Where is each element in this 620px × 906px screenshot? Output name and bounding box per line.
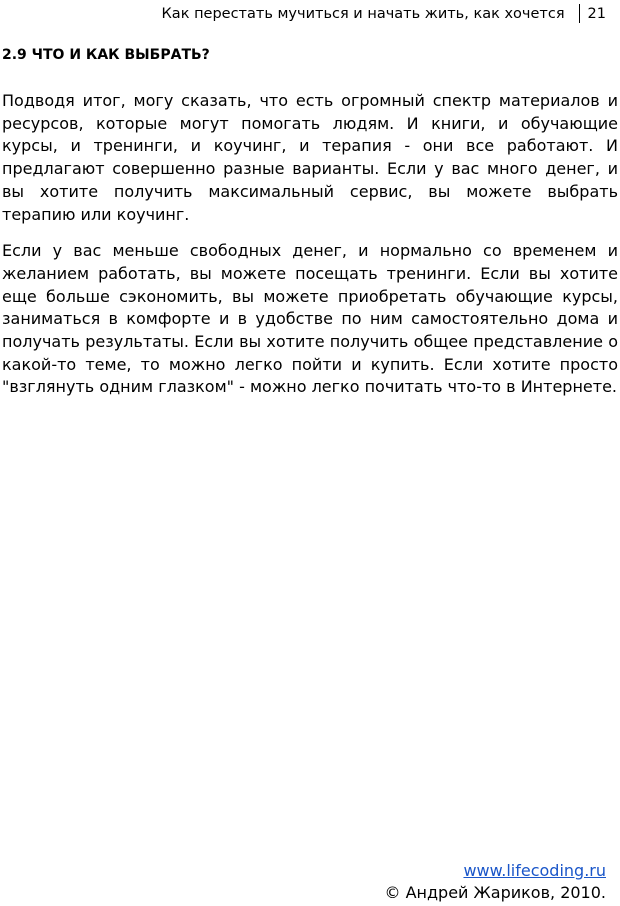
website-link[interactable]: www.lifecoding.ru [463, 861, 606, 880]
paragraph: Подводя итог, могу сказать, что есть огромный спектр материалов и ресурсов, которые могут помогать людям. И книги, и обучающие курсы, и тренинги, и коучинг, и терапия - они все работают. И предлагают совершенно разные варианты. Если у вас много денег, и вы хотите получить максимальный сервис, вы можете выбрать терапию или коучинг. [2, 91, 618, 224]
book-title: Как перестать мучиться и начать жить, как хочется [161, 5, 565, 22]
section-heading: 2.9 ЧТО И КАК ВЫБРАТЬ? [2, 47, 210, 63]
page-header [162, 4, 606, 23]
header-divider [579, 4, 580, 23]
paragraph: Если у вас меньше свободных денег, и нормально со временем и желанием работать, вы можете посещать тренинги. Если вы хотите еще больше сэкономить, вы можете приобретать обучающие курсы, заниматься в комфорте и в удобстве по ним самостоятельно дома и получать результаты. Если вы хотите получить общее представление о какой-то теме, то можно легко пойти и купить. Если хотите просто "взглянуть одним глазком" - можно легко почитать что-то в Интернете. [2, 241, 618, 397]
page-footer [385, 860, 607, 904]
page-number: 21 [587, 5, 606, 22]
copyright-notice: © Андрей Жариков, 2010. [384, 883, 606, 902]
body-text [2, 90, 618, 413]
